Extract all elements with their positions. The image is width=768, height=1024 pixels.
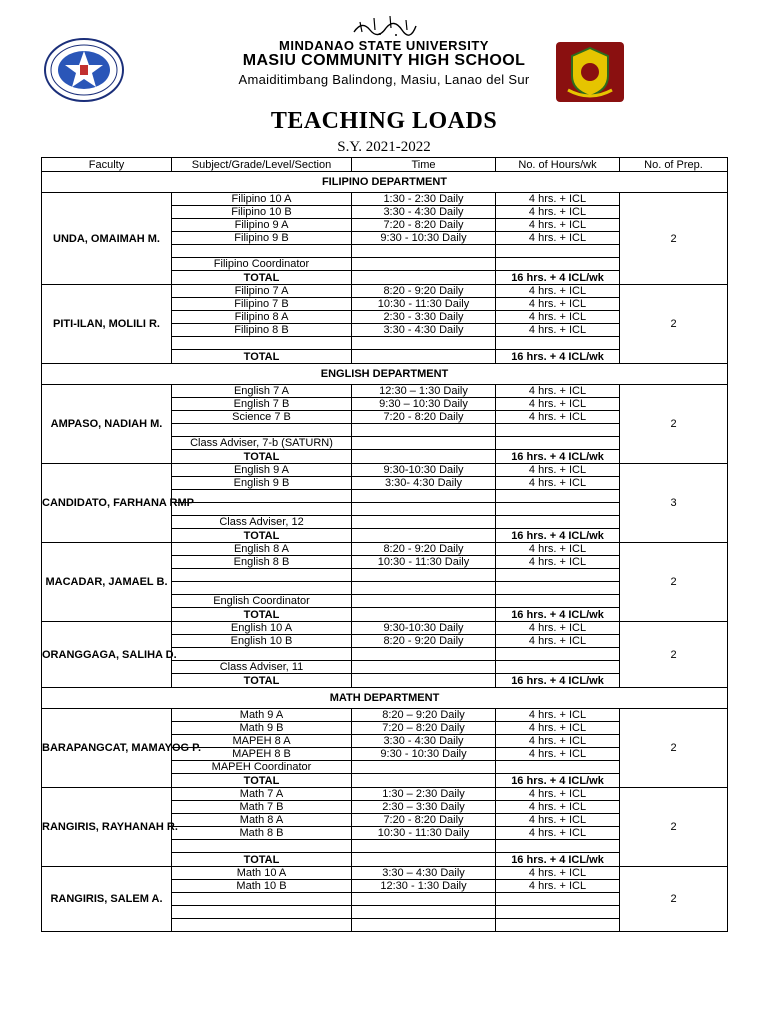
hours-cell: 4 hrs. + ICL <box>496 709 620 722</box>
prep-count: 2 <box>620 285 728 364</box>
subject-cell: Filipino 8 B <box>172 324 352 337</box>
hours-cell: 4 hrs. + ICL <box>496 285 620 298</box>
total-hours: 16 hrs. + 4 ICL/wk <box>496 608 620 622</box>
total-hours: 16 hrs. + 4 ICL/wk <box>496 529 620 543</box>
hours-cell: 4 hrs. + ICL <box>496 206 620 219</box>
time-cell: 3:30 – 4:30 Daily <box>352 867 496 880</box>
prep-count: 2 <box>620 193 728 285</box>
total-time-cell <box>352 271 496 285</box>
school-year: S.Y. 2021-2022 <box>337 139 431 155</box>
subject-cell: Math 7 B <box>172 801 352 814</box>
time-cell: 3:30 - 4:30 Daily <box>352 735 496 748</box>
prep-count: 3 <box>620 464 728 543</box>
col-header-subject: Subject/Grade/Level/Section <box>172 158 352 172</box>
time-cell: 12:30 – 1:30 Daily <box>352 385 496 398</box>
time-cell: 1:30 - 2:30 Daily <box>352 193 496 206</box>
bismillah-calligraphy <box>350 12 420 38</box>
time-cell: 12:30 - 1:30 Daily <box>352 880 496 893</box>
total-label: TOTAL <box>172 853 352 867</box>
subject-cell: English 7 A <box>172 385 352 398</box>
time-cell <box>352 503 496 516</box>
faculty-name: PITI-ILAN, MOLILI R. <box>42 285 172 364</box>
hours-cell: 4 hrs. + ICL <box>496 748 620 761</box>
subject-cell <box>172 424 352 437</box>
time-cell: 8:20 – 9:20 Daily <box>352 709 496 722</box>
hours-cell: 4 hrs. + ICL <box>496 385 620 398</box>
hours-cell <box>496 595 620 608</box>
time-cell: 8:20 - 9:20 Daily <box>352 285 496 298</box>
document-header <box>0 0 768 160</box>
subject-cell: MAPEH 8 A <box>172 735 352 748</box>
department-row <box>42 688 728 709</box>
department-heading: ENGLISH DEPARTMENT <box>42 364 728 385</box>
hours-cell: 4 hrs. + ICL <box>496 827 620 840</box>
faculty-name: UNDA, OMAIMAH M. <box>42 193 172 285</box>
prep-count: 2 <box>620 709 728 788</box>
subject-cell <box>172 893 352 906</box>
total-label: TOTAL <box>172 450 352 464</box>
time-cell <box>352 893 496 906</box>
time-cell <box>352 490 496 503</box>
total-label: TOTAL <box>172 271 352 285</box>
hours-cell: 4 hrs. + ICL <box>496 788 620 801</box>
faculty-name: RANGIRIS, SALEM A. <box>42 867 172 932</box>
total-label: TOTAL <box>172 608 352 622</box>
hours-cell: 4 hrs. + ICL <box>496 735 620 748</box>
subject-cell: English Coordinator <box>172 595 352 608</box>
university-name: MINDANAO STATE UNIVERSITY <box>279 38 489 53</box>
time-cell <box>352 569 496 582</box>
time-cell: 7:20 – 8:20 Daily <box>352 722 496 735</box>
hours-cell: 4 hrs. + ICL <box>496 219 620 232</box>
hours-cell: 4 hrs. + ICL <box>496 556 620 569</box>
time-cell <box>352 648 496 661</box>
hours-cell: 4 hrs. + ICL <box>496 880 620 893</box>
hours-cell <box>496 424 620 437</box>
prep-count: 2 <box>620 622 728 688</box>
total-hours: 16 hrs. + 4 ICL/wk <box>496 350 620 364</box>
time-cell: 3:30 - 4:30 Daily <box>352 324 496 337</box>
subject-cell <box>172 906 352 919</box>
school-crest-logo <box>554 40 626 104</box>
subject-cell: Filipino Coordinator <box>172 258 352 271</box>
hours-cell <box>496 919 620 932</box>
total-time-cell <box>352 674 496 688</box>
time-cell: 1:30 – 2:30 Daily <box>352 788 496 801</box>
subject-cell: Filipino 10 A <box>172 193 352 206</box>
subject-cell: Filipino 7 A <box>172 285 352 298</box>
subject-cell: Filipino 10 B <box>172 206 352 219</box>
hours-cell <box>496 258 620 271</box>
school-address: Amaiditimbang Balindong, Masiu, Lanao del Sur <box>238 72 530 87</box>
hours-cell: 4 hrs. + ICL <box>496 298 620 311</box>
time-cell: 3:30 - 4:30 Daily <box>352 206 496 219</box>
department-row <box>42 364 728 385</box>
subject-cell: Math 10 A <box>172 867 352 880</box>
time-cell <box>352 906 496 919</box>
time-cell: 7:20 - 8:20 Daily <box>352 411 496 424</box>
faculty-name: MACADAR, JAMAEL B. <box>42 543 172 622</box>
hours-cell: 4 hrs. + ICL <box>496 193 620 206</box>
time-cell: 7:20 - 8:20 Daily <box>352 814 496 827</box>
total-time-cell <box>352 529 496 543</box>
subject-cell <box>172 503 352 516</box>
time-cell: 9:30 - 10:30 Daily <box>352 232 496 245</box>
faculty-name: AMPASO, NADIAH M. <box>42 385 172 464</box>
subject-cell: Math 9 B <box>172 722 352 735</box>
subject-cell: Math 7 A <box>172 788 352 801</box>
hours-cell <box>496 761 620 774</box>
prep-count: 2 <box>620 788 728 867</box>
hours-cell: 4 hrs. + ICL <box>496 801 620 814</box>
time-cell: 8:20 - 9:20 Daily <box>352 635 496 648</box>
subject-cell: Math 9 A <box>172 709 352 722</box>
total-time-cell <box>352 774 496 788</box>
prep-count: 2 <box>620 385 728 464</box>
subject-cell: Filipino 9 B <box>172 232 352 245</box>
hours-cell: 4 hrs. + ICL <box>496 398 620 411</box>
prep-count: 2 <box>620 867 728 932</box>
time-cell: 2:30 - 3:30 Daily <box>352 311 496 324</box>
hours-cell <box>496 569 620 582</box>
subject-cell: English 10 A <box>172 622 352 635</box>
table-row <box>42 464 728 477</box>
subject-cell <box>172 840 352 853</box>
time-cell: 9:30 – 10:30 Daily <box>352 398 496 411</box>
time-cell: 9:30-10:30 Daily <box>352 464 496 477</box>
time-cell: 10:30 - 11:30 Daily <box>352 556 496 569</box>
hours-cell <box>496 582 620 595</box>
total-hours: 16 hrs. + 4 ICL/wk <box>496 271 620 285</box>
total-hours: 16 hrs. + 4 ICL/wk <box>496 853 620 867</box>
hours-cell: 4 hrs. + ICL <box>496 411 620 424</box>
total-time-cell <box>352 450 496 464</box>
subject-cell <box>172 919 352 932</box>
subject-cell <box>172 648 352 661</box>
time-cell <box>352 840 496 853</box>
hours-cell <box>496 661 620 674</box>
subject-cell <box>172 337 352 350</box>
table-row <box>42 867 728 880</box>
table-row <box>42 788 728 801</box>
hours-cell <box>496 516 620 529</box>
table-row <box>42 385 728 398</box>
time-cell: 10:30 - 11:30 Daily <box>352 827 496 840</box>
hours-cell: 4 hrs. + ICL <box>496 543 620 556</box>
time-cell <box>352 245 496 258</box>
total-hours: 16 hrs. + 4 ICL/wk <box>496 450 620 464</box>
subject-cell: English 9 B <box>172 477 352 490</box>
total-hours: 16 hrs. + 4 ICL/wk <box>496 774 620 788</box>
msu-seal-logo <box>44 38 124 102</box>
hours-cell: 4 hrs. + ICL <box>496 722 620 735</box>
total-hours: 16 hrs. + 4 ICL/wk <box>496 674 620 688</box>
time-cell: 8:20 - 9:20 Daily <box>352 543 496 556</box>
subject-cell <box>172 245 352 258</box>
subject-cell: English 7 B <box>172 398 352 411</box>
school-name: MASIU COMMUNITY HIGH SCHOOL <box>242 52 526 69</box>
subject-cell: Math 8 B <box>172 827 352 840</box>
hours-cell: 4 hrs. + ICL <box>496 814 620 827</box>
hours-cell <box>496 893 620 906</box>
faculty-name: RANGIRIS, RAYHANAH R. <box>42 788 172 867</box>
department-heading: MATH DEPARTMENT <box>42 688 728 709</box>
hours-cell <box>496 437 620 450</box>
subject-cell: English 9 A <box>172 464 352 477</box>
total-label: TOTAL <box>172 774 352 788</box>
hours-cell: 4 hrs. + ICL <box>496 464 620 477</box>
department-row <box>42 172 728 193</box>
time-cell <box>352 424 496 437</box>
hours-cell: 4 hrs. + ICL <box>496 311 620 324</box>
table-header-row <box>42 158 728 172</box>
col-header-prep: No. of Prep. <box>620 158 728 172</box>
subject-cell: MAPEH Coordinator <box>172 761 352 774</box>
subject-cell: Class Adviser, 12 <box>172 516 352 529</box>
col-header-hours: No. of Hours/wk <box>496 158 620 172</box>
subject-cell: Class Adviser, 11 <box>172 661 352 674</box>
time-cell: 10:30 - 11:30 Daily <box>352 298 496 311</box>
faculty-name: ORANGGAGA, SALIHA D. <box>42 622 172 688</box>
time-cell <box>352 516 496 529</box>
hours-cell: 4 hrs. + ICL <box>496 477 620 490</box>
prep-count: 2 <box>620 543 728 622</box>
subject-cell: MAPEH 8 B <box>172 748 352 761</box>
hours-cell <box>496 245 620 258</box>
faculty-name: CANDIDATO, FARHANA RMP <box>42 464 172 543</box>
hours-cell <box>496 840 620 853</box>
hours-cell: 4 hrs. + ICL <box>496 867 620 880</box>
hours-cell <box>496 503 620 516</box>
col-header-time: Time <box>352 158 496 172</box>
table-row <box>42 709 728 722</box>
time-cell <box>352 582 496 595</box>
table-row <box>42 285 728 298</box>
total-label: TOTAL <box>172 529 352 543</box>
time-cell <box>352 258 496 271</box>
time-cell <box>352 337 496 350</box>
subject-cell <box>172 569 352 582</box>
hours-cell: 4 hrs. + ICL <box>496 232 620 245</box>
time-cell <box>352 919 496 932</box>
faculty-name: BARAPANGCAT, MAMAYOG P. <box>42 709 172 788</box>
table-row <box>42 193 728 206</box>
table-row <box>42 543 728 556</box>
hours-cell <box>496 337 620 350</box>
time-cell <box>352 595 496 608</box>
subject-cell: Math 10 B <box>172 880 352 893</box>
subject-cell: Filipino 8 A <box>172 311 352 324</box>
hours-cell: 4 hrs. + ICL <box>496 622 620 635</box>
subject-cell: Class Adviser, 7-b (SATURN) <box>172 437 352 450</box>
time-cell: 9:30-10:30 Daily <box>352 622 496 635</box>
time-cell <box>352 661 496 674</box>
subject-cell: English 8 B <box>172 556 352 569</box>
time-cell <box>352 437 496 450</box>
hours-cell <box>496 490 620 503</box>
hours-cell: 4 hrs. + ICL <box>496 635 620 648</box>
department-heading: FILIPINO DEPARTMENT <box>42 172 728 193</box>
page-title: TEACHING LOADS <box>270 108 498 134</box>
subject-cell: English 10 B <box>172 635 352 648</box>
time-cell: 7:20 - 8:20 Daily <box>352 219 496 232</box>
teaching-loads-table <box>41 157 728 932</box>
time-cell: 2:30 – 3:30 Daily <box>352 801 496 814</box>
total-time-cell <box>352 608 496 622</box>
subject-cell <box>172 490 352 503</box>
col-header-faculty: Faculty <box>42 158 172 172</box>
hours-cell <box>496 906 620 919</box>
hours-cell <box>496 648 620 661</box>
total-time-cell <box>352 350 496 364</box>
table-row <box>42 622 728 635</box>
subject-cell: Math 8 A <box>172 814 352 827</box>
time-cell: 3:30- 4:30 Daily <box>352 477 496 490</box>
total-time-cell <box>352 853 496 867</box>
subject-cell: Science 7 B <box>172 411 352 424</box>
time-cell: 9:30 - 10:30 Daily <box>352 748 496 761</box>
subject-cell <box>172 582 352 595</box>
subject-cell: English 8 A <box>172 543 352 556</box>
subject-cell: Filipino 9 A <box>172 219 352 232</box>
hours-cell: 4 hrs. + ICL <box>496 324 620 337</box>
subject-cell: Filipino 7 B <box>172 298 352 311</box>
total-label: TOTAL <box>172 350 352 364</box>
total-label: TOTAL <box>172 674 352 688</box>
time-cell <box>352 761 496 774</box>
